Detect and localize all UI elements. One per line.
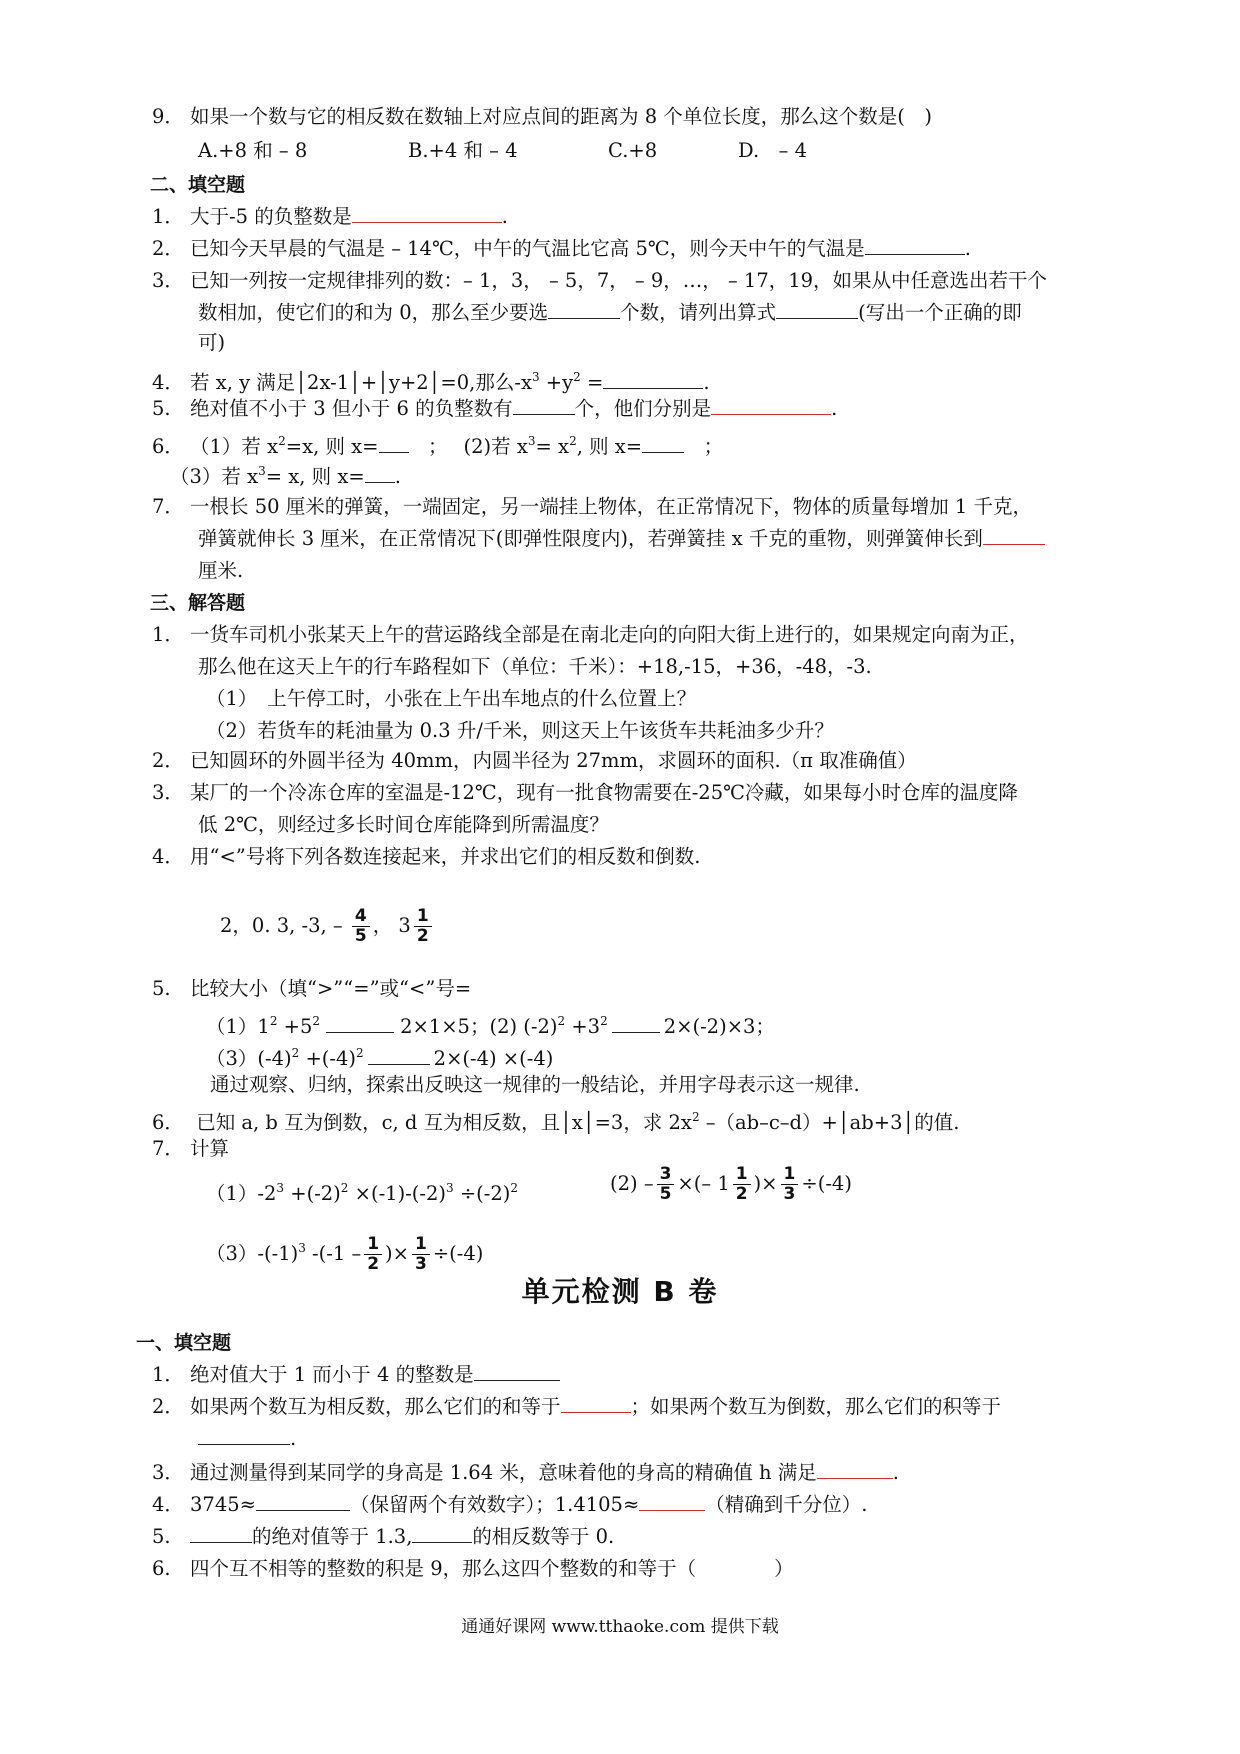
fraction: $\frac{1}{3}$ xyxy=(781,1165,799,1204)
solve-question-5-line1: $(1)1^2 +5^2$ 2×1×5；(2) $(-2)^2 +3^2$ 2×(-2)×3； xyxy=(206,1014,775,1038)
option-b: B.+4 和 – 4 xyxy=(408,139,518,162)
fraction: $\frac{1}{2}$ xyxy=(733,1165,751,1204)
answer-blank xyxy=(365,464,395,483)
fill-question-7-line2: 弹簧就伸长 3 厘米，在正常情况下(即弹性限度内)，若弹簧挂 x 千克的重物，则弹簧伸长到 xyxy=(198,526,1045,552)
solve-question-6: 6． 已知 a, b 互为倒数，c, d 互为相反数，且│x│=3，求 $2x^2$ –（ab–c–d）+│ab+3│的值. xyxy=(152,1110,960,1134)
section-title-solve: 三、解答题 xyxy=(150,592,246,614)
answer-blank xyxy=(548,300,620,319)
option-d: D. – 4 xyxy=(738,139,807,162)
answer-blank xyxy=(256,1492,350,1511)
answer-blank xyxy=(561,1394,631,1413)
answer-blank xyxy=(379,434,409,453)
solve-question-2: 2． 已知圆环的外圆半径为 40mm，内圆半径为 27mm，求圆环的面积.（π 取准确值） xyxy=(152,749,917,772)
unit-b-question-2-line2: . xyxy=(198,1426,296,1452)
answer-blank xyxy=(513,396,575,415)
answer-blank xyxy=(190,1524,252,1543)
fill-question-2: 2． 已知今天早晨的气温是 – 14℃，中午的气温比它高 5℃，则今天中午的气温是 . xyxy=(152,237,971,260)
fill-question-3: 3． 已知一列按一定规律排列的数：– 1，3， – 5，7， – 9，…， – 17，19，如果从中任意选出若干个 xyxy=(152,269,1048,292)
solve-question-7-expr1: $(1)-2^3 +(-2)^2 \times(-1)-(-2)^3 \div(-2)^2$ xyxy=(206,1181,519,1205)
answer-blank xyxy=(865,236,965,255)
answer-blank xyxy=(817,1460,893,1479)
fill-question-7: 7． 一根长 50 厘米的弹簧，一端固定，另一端挂上物体，在正常情况下，物体的质量每增加 1 千克， xyxy=(152,495,1033,518)
solve-question-5-line3: 通过观察、归纳，探索出反映这一规律的一般结论，并用字母表示这一规律. xyxy=(210,1073,860,1096)
solve-question-4-numbers: 2，0. 3, -3, – $\frac{4}{5}$ ， 3 $\frac{1}{2}$ xyxy=(220,904,435,948)
unit-b-question-1: 1． 绝对值大于 1 而小于 4 的整数是 xyxy=(152,1362,560,1388)
answer-blank xyxy=(776,300,858,319)
unit-b-question-6: 6. 四个互不相等的整数的积是 9，那么这四个整数的和等于（ ） xyxy=(152,1557,794,1580)
solve-question-3: 3． 某厂的一个冷冻仓库的室温是-12℃，现有一批食物需要在-25℃冷藏，如果每小时仓库的温度降 xyxy=(152,781,1018,804)
fraction: $\frac{3}{5}$ xyxy=(657,1165,675,1204)
unit-b-question-5: 5. 的绝对值等于 1.3, 的相反数等于 0. xyxy=(152,1525,615,1548)
question-9-options xyxy=(198,138,807,164)
solve-question-5: 5. 比较大小（填“>”“=”或“<”号= xyxy=(152,977,472,1000)
fill-question-3-line3: 可) xyxy=(198,331,226,354)
unit-b-title: 单元检测 B 卷 xyxy=(521,1275,719,1308)
solve-question-1-sub2: （2）若货车的耗油量为 0.3 升/千米，则这天上午该货车共耗油多少升？ xyxy=(206,719,834,742)
unit-b-question-3: 3． 通过测量得到某同学的身高是 1.64 米，意味着他的身高的精确值 h 满足 . xyxy=(152,1461,899,1484)
fill-question-5: 5. 绝对值不小于 3 但小于 6 的负整数有 个，他们分别是 . xyxy=(152,397,838,420)
answer-blank xyxy=(198,1426,290,1445)
solve-question-5-line2: $(3)(-4)^2 +(-4)^2$ 2×(-4) ×(-4) xyxy=(206,1046,554,1070)
unit-b-question-2: 2． 如果两个数互为相反数，那么它们的和等于 ；如果两个数互为倒数，那么它们的积等于 xyxy=(152,1395,1002,1418)
fill-question-7-line3: 厘米. xyxy=(198,559,244,582)
fill-question-1: 1． 大于-5 的负整数是 . xyxy=(152,205,508,228)
solve-question-1-sub1: （1） 上午停工时，小张在上午出车地点的什么位置上？ xyxy=(206,687,697,710)
answer-blank xyxy=(603,370,703,389)
answer-blank xyxy=(412,1524,472,1543)
solve-question-3-line2: 低 2℃，则经过多长时间仓库能降到所需温度？ xyxy=(198,813,609,836)
answer-blank xyxy=(642,434,684,453)
question-9: 9． 如果一个数与它的相反数在数轴上对应点间的距离为 8 个单位长度，那么这个数是( ) xyxy=(152,105,933,128)
answer-blank xyxy=(474,1362,560,1381)
solve-question-7-expr3: $(3)-(-1)^3$ -(-1 – $\frac{1}{2}$ )× $\frac{1}{3}$ ÷(-4) xyxy=(206,1234,484,1274)
answer-blank xyxy=(983,526,1045,545)
solve-question-1-line2: 那么他在这天上午的行车路程如下（单位：千米）：+18,-15，+36，-48，-3. xyxy=(198,655,872,678)
answer-blank xyxy=(368,1046,430,1065)
unit-b-section-fill-blank: 一、填空题 xyxy=(136,1332,232,1354)
answer-blank xyxy=(612,1014,660,1033)
solve-question-4: 4． 用“<”号将下列各数连接起来，并求出它们的相反数和倒数. xyxy=(152,845,701,868)
answer-blank xyxy=(639,1492,705,1511)
option-c: C.+8 xyxy=(608,139,658,162)
answer-blank xyxy=(352,204,502,223)
option-a: A.+8 和 – 8 xyxy=(198,139,308,162)
section-title-fill-blank: 二、填空题 xyxy=(150,174,246,196)
answer-blank xyxy=(711,396,831,415)
solve-question-7: 7． 计算 xyxy=(152,1137,230,1160)
solve-question-1: 1． 一货车司机小张某天上午的营运路线全部是在南北走向的向阳大街上进行的，如果规定向南为正， xyxy=(152,623,1029,646)
fraction: $\frac{1}{2}$ xyxy=(364,1235,382,1274)
fill-question-6: 6． （1）若 $x^2=x$, 则 x= ； (2)若 $x^3= x^2$, 则 x= ； xyxy=(152,434,724,458)
fraction: $\frac{1}{2}$ xyxy=(414,907,432,946)
fraction: $\frac{4}{5}$ xyxy=(352,907,370,946)
solve-question-7-expr2: (2) – $\frac{3}{5}$ ×(– 1 $\frac{1}{2}$ )× $\frac{1}{3}$ ÷(-4) xyxy=(610,1164,852,1204)
fill-question-3-line2: 数相加，使它们的和为 0，那么至少要选 个数，请列出算式 (写出一个正确的即 xyxy=(198,301,1022,324)
fill-question-4: 4． 若 x, y 满足│2x-1│+│y+2│=0,那么$-x^3 +y^2$ = . xyxy=(152,370,710,394)
fill-question-6-part3: （3）若 $x^3= x$, 则 x= . xyxy=(170,464,401,488)
answer-blank xyxy=(326,1014,394,1033)
page-footer: 通通好课网 www.tthaoke.com 提供下载 xyxy=(461,1617,779,1637)
fraction: $\frac{1}{3}$ xyxy=(412,1235,430,1274)
unit-b-question-4: 4． 3745≈ （保留两个有效数字）；1.4105≈ （精确到千分位）. xyxy=(152,1493,868,1516)
